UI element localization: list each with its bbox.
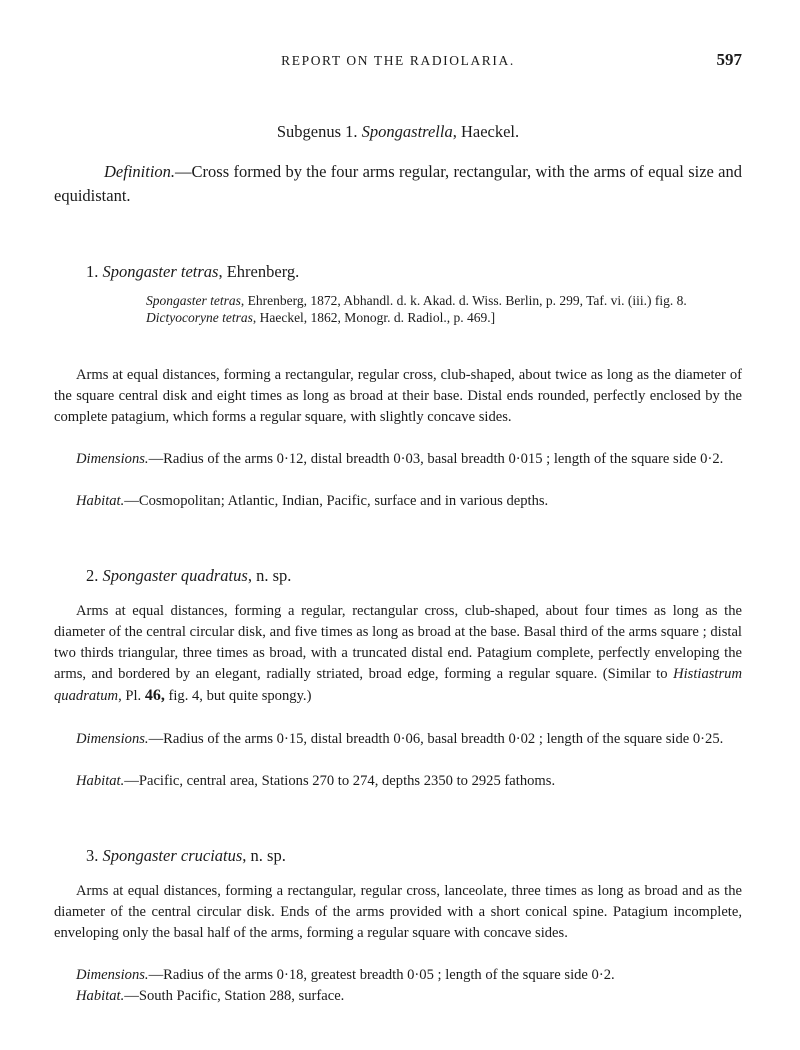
- species-description: Arms at equal distances, forming a rectangular, regular cross, club-shaped, about twice as long as the diameter of the square central disk and eight times as long as broad at their base. Distal ends rounded, perfectly enclosed by the complete patagium, which forms a regular square, with slightly concave sides.: [54, 367, 742, 425]
- species-description: [54, 601, 742, 707]
- species-name: Spongaster tetras: [102, 262, 219, 281]
- species-name: Spongaster cruciatus: [102, 846, 243, 865]
- synonym-entry: [146, 309, 742, 326]
- species-number: 1.: [86, 262, 99, 281]
- subgenus-heading: [54, 122, 742, 142]
- habitat-text: —South Pacific, Station 288, surface.: [124, 988, 345, 1004]
- description-text-end: fig. 4, but quite spongy.): [164, 688, 312, 704]
- synonym-ref: , Ehrenberg, 1872, Abhandl. d. k. Akad. d. Wiss. Berlin, p. 299, Taf. vi. (iii.) fig. 8.: [240, 293, 687, 308]
- habitat-label: Habitat.: [76, 988, 125, 1004]
- definition-label: Definition.: [104, 162, 176, 181]
- running-title: REPORT ON THE RADIOLARIA.: [281, 53, 515, 68]
- species-name: Spongaster quadratus: [102, 566, 248, 585]
- subgenus-name: Spongastrella: [361, 122, 453, 141]
- synonym-name: Dictyocoryne tetras: [146, 310, 253, 325]
- synonym-ref: , Haeckel, 1862, Monogr. d. Radiol., p. 469.]: [252, 310, 496, 325]
- synonym-entry: [146, 292, 742, 309]
- dimensions-label: Dimensions.: [76, 731, 149, 747]
- definition-text: —Cross formed by the four arms regular, rectangular, with the arms of equal size and equidistant.: [54, 162, 742, 205]
- habitat-text: —Cosmopolitan; Atlantic, Indian, Pacific, surface and in various depths.: [124, 493, 549, 509]
- plate-label: , Pl.: [118, 688, 145, 704]
- dimensions-text: —Radius of the arms 0·15, distal breadth 0·06, basal breadth 0·02 ; length of the square side 0·25.: [148, 731, 724, 747]
- dimensions-paragraph: [54, 729, 742, 750]
- definition-paragraph: [54, 160, 742, 208]
- dimensions-text: —Radius of the arms 0·12, distal breadth 0·03, basal breadth 0·015 ; length of the square side 0·2.: [148, 451, 724, 467]
- habitat-text: —Pacific, central area, Stations 270 to 274, depths 2350 to 2925 fathoms.: [124, 773, 556, 789]
- habitat-label: Habitat.: [76, 773, 125, 789]
- dimensions-paragraph: [54, 965, 742, 986]
- species-number: 2.: [86, 566, 99, 585]
- species-description: Arms at equal distances, forming a rectangular, regular cross, lanceolate, three times as long as broad and as the diameter of the central circular disk. Ends of the arms provided with a short conical spine. Patagium incomplete, enveloping only the basal half of the arms, forming a regular square with concave sides.: [54, 883, 742, 941]
- reference-species-name: Histiastrum quadratum: [54, 666, 742, 704]
- plate-number: 46,: [144, 687, 165, 704]
- dimensions-label: Dimensions.: [76, 967, 149, 983]
- dimensions-text: —Radius of the arms 0·18, greatest breadth 0·05 ; length of the square side 0·2.: [148, 967, 615, 983]
- page: [54, 0, 742, 1050]
- species-heading: [86, 566, 291, 586]
- subgenus-author: , Haeckel.: [452, 122, 520, 141]
- species-author: , n. sp.: [242, 846, 286, 865]
- species-heading: [86, 846, 286, 866]
- species-heading: [86, 262, 299, 282]
- habitat-label: Habitat.: [76, 493, 125, 509]
- subgenus-prefix: Subgenus 1.: [276, 122, 358, 141]
- synonym-name: Spongaster tetras: [146, 293, 241, 308]
- habitat-paragraph: [54, 771, 742, 792]
- habitat-paragraph: [54, 986, 742, 1007]
- dimensions-label: Dimensions.: [76, 451, 149, 467]
- species-author: , n. sp.: [247, 566, 292, 585]
- synonymy-list: [146, 292, 742, 326]
- habitat-paragraph: [54, 491, 742, 512]
- description-text: Arms at equal distances, forming a regular, rectangular cross, club-shaped, about four times as long as the diameter of the central circular disk, and five times as long as broad at the base. Basal third of the arms square ; distal two thirds triangular, three times as broad, with a truncated distal end. Patagium complete, perfectly enveloping the arms, and bordered by an elegant, radially striated, broad edge, forming a regular square. (Similar to: [54, 603, 742, 682]
- running-header: [54, 50, 742, 72]
- species-number: 3.: [86, 846, 99, 865]
- dimensions-paragraph: [54, 449, 742, 470]
- species-author: , Ehrenberg.: [218, 262, 300, 281]
- page-number: 597: [716, 50, 742, 69]
